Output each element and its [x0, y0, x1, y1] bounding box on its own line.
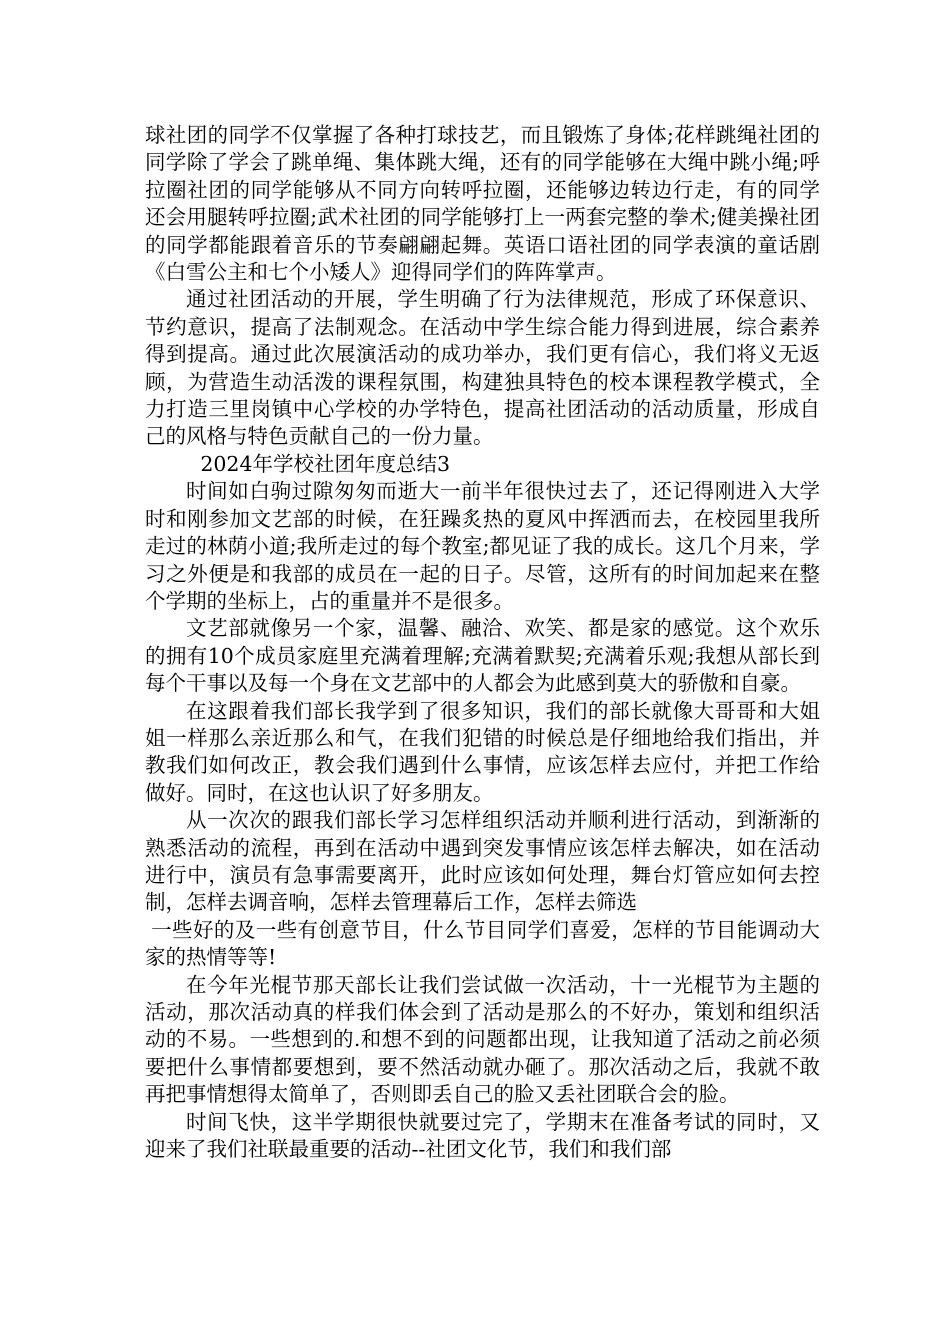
paragraph-5: 在这跟着我们部长我学到了很多知识，我们的部长就像大哥哥和大姐姐一样那么亲近那么和气，在我们犯错的时候总是仔细地给我们指出，并教我们如何改正，教会我们遇到什么事情，应该怎样去应付，并把工作给做好。同时，在这也认识了好多朋友。	[145, 698, 820, 805]
paragraph-8: 时间飞快，这半学期很快就要过完了，学期末在准备考试的同时，又迎来了我们社联最重要的活动--社团文化节，我们和我们部	[145, 1109, 820, 1162]
paragraph-7: 在今年光棍节那天部长让我们尝试做一次活动，十一光棍节为主题的活动，那次活动真的样我们体会到了活动是那么的不好办，策划和组织活动的不易。一些想到的.和想不到的问题都出现，让我知道了活动之前必须要把什么事情都要想到，要不然活动就办砸了。那次活动之后，我就不敢再把事情想得太简单了，否则即丢自己的脸又丢社团联合会的脸。	[145, 972, 820, 1107]
document-body	[145, 122, 820, 1163]
paragraph-6: 从一次次的跟我们部长学习怎样组织活动并顺利进行活动，到渐渐的熟悉活动的流程，再到在活动中遇到突发事情应该怎样去解决，如在活动进行中，演员有急事需要离开，此时应该如何处理，舞台灯管应如何去控制，怎样去调音响，怎样去管理幕后工作，怎样去筛选	[145, 808, 820, 915]
paragraph-6-continued: 一些好的及一些有创意节目，什么节目同学们喜爱，怎样的节目能调动大家的热情等等!	[145, 917, 820, 970]
paragraph-1: 球社团的同学不仅掌握了各种打球技艺，而且锻炼了身体;花样跳绳社团的同学除了学会了跳单绳、集体跳大绳，还有的同学能够在大绳中跳小绳;呼拉圈社团的同学能够从不同方向转呼拉圈，还能够边转边行走，有的同学还会用腿转呼拉圈;武术社团的同学能够打上一两套完整的拳术;健美操社团的同学都能跟着音乐的节奏翩翩起舞。英语口语社团的同学表演的童话剧《白雪公主和七个小矮人》迎得同学们的阵阵掌声。	[145, 123, 820, 285]
paragraph-3: 时间如白驹过隙匆匆而逝大一前半年很快过去了，还记得刚进入大学时和刚参加文艺部的时候，在狂躁炙热的夏风中挥洒而去，在校园里我所走过的林荫小道;我所走过的每个教室;都见证了我的成长。这几个月来，学习之外便是和我部的成员在一起的日子。尽管，这所有的时间加起来在整个学期的坐标上，占的重量并不是很多。	[145, 479, 820, 613]
paragraph-4: 文艺部就像另一个家，温馨、融洽、欢笑、都是家的感觉。这个欢乐的拥有10个成员家庭里充满着理解;充满着默契;充满着乐观;我想从部长到每个干事以及每一个身在文艺部中的人都会为此感到莫大的骄傲和自豪。	[145, 616, 820, 696]
paragraph-2: 通过社团活动的开展，学生明确了行为法律规范，形成了环保意识、节约意识，提高了法制观念。在活动中学生综合能力得到进展，综合素养得到提高。通过此次展演活动的成功举办，我们更有信心，我们将义无返顾，为营造生动活泼的课程氛围，构建独具特色的校本课程教学模式，全力打造三里岗镇中心学校的办学特色，提高社团活动的活动质量，形成自己的风格与特色贡献自己的一份力量。	[145, 287, 820, 449]
section-heading: 2024年学校社团年度总结3	[200, 451, 451, 476]
